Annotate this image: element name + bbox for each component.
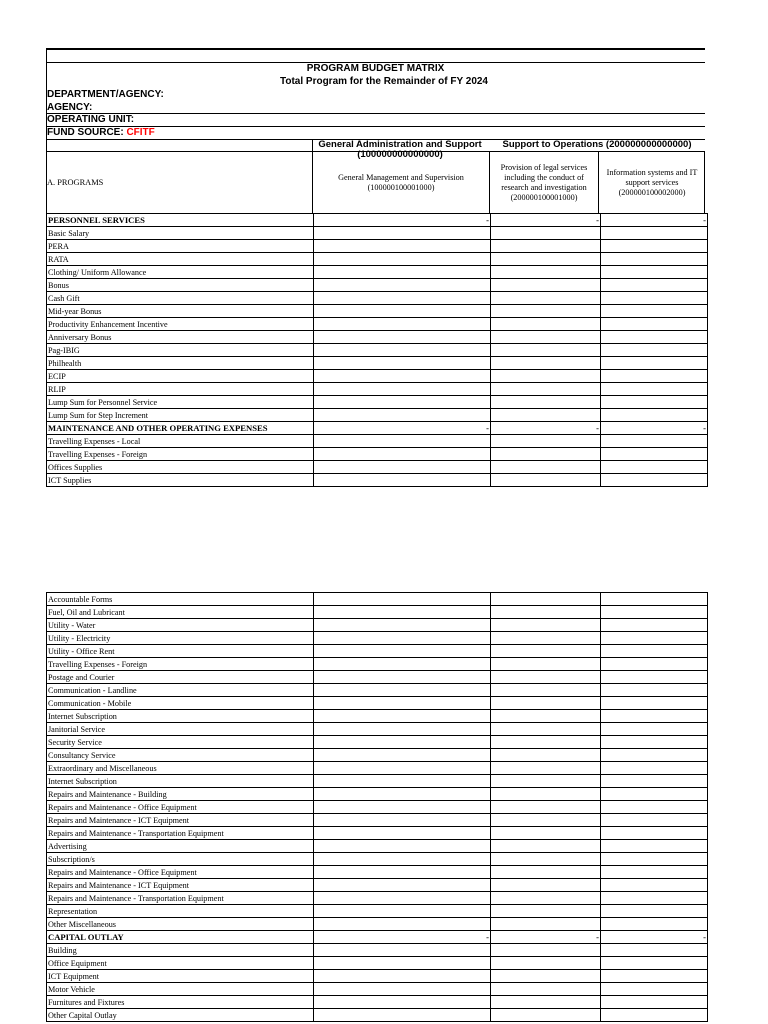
cell-information-systems (601, 710, 708, 723)
cell-legal-services (491, 461, 601, 474)
table-row (47, 957, 708, 970)
cell-information-systems (601, 318, 708, 331)
cell-legal-services (491, 892, 601, 905)
cell-information-systems (601, 827, 708, 840)
table-row (47, 619, 708, 632)
cell-information-systems (601, 632, 708, 645)
table-row (47, 983, 708, 996)
cell-information-systems (601, 474, 708, 487)
cell-general-management: - (314, 214, 491, 227)
cell-legal-services (491, 240, 601, 253)
cell-information-systems (601, 957, 708, 970)
col-legal-services: Provision of legal services including the conduct of research and investigation (200000100001000) (500, 163, 588, 202)
cell-general-management (314, 697, 491, 710)
cell-information-systems (601, 970, 708, 983)
table-row (47, 632, 708, 645)
cell-legal-services (491, 710, 601, 723)
table-row (47, 697, 708, 710)
cell-information-systems (601, 801, 708, 814)
cell-legal-services (491, 632, 601, 645)
table-row (47, 892, 708, 905)
table-row (47, 723, 708, 736)
cell-general-management (314, 905, 491, 918)
cell-general-management (314, 827, 491, 840)
table-row (47, 593, 708, 606)
budget-table-part1 (46, 213, 708, 487)
row-label: Repairs and Maintenance - ICT Equipment (47, 814, 314, 827)
cell-general-management (314, 409, 491, 422)
row-label: Cash Gift (47, 292, 314, 305)
row-label: Security Service (47, 736, 314, 749)
row-label: Motor Vehicle (47, 983, 314, 996)
cell-legal-services (491, 448, 601, 461)
cell-general-management (314, 749, 491, 762)
table-row (47, 266, 708, 279)
cell-legal-services (491, 606, 601, 619)
cell-general-management: - (314, 422, 491, 435)
cell-legal-services (491, 788, 601, 801)
table-row (47, 762, 708, 775)
row-label: Representation (47, 905, 314, 918)
cell-legal-services (491, 814, 601, 827)
cell-general-management (314, 253, 491, 266)
row-label: Repairs and Maintenance - Building (47, 788, 314, 801)
cell-general-management (314, 227, 491, 240)
cell-information-systems (601, 266, 708, 279)
cell-legal-services (491, 318, 601, 331)
cell-legal-services (491, 357, 601, 370)
cell-information-systems (601, 788, 708, 801)
cell-information-systems (601, 905, 708, 918)
cell-legal-services (491, 658, 601, 671)
page-subtitle: Total Program for the Remainder of FY 2024 (279, 76, 488, 87)
cell-general-management (314, 292, 491, 305)
cell-legal-services (491, 723, 601, 736)
cell-general-management (314, 279, 491, 292)
row-label: Travelling Expenses - Foreign (47, 658, 314, 671)
row-label: Utility - Electricity (47, 632, 314, 645)
table-row (47, 788, 708, 801)
table-row (47, 645, 708, 658)
table-row (47, 344, 708, 357)
cell-general-management (314, 736, 491, 749)
cell-general-management: - (314, 931, 491, 944)
row-label: PERSONNEL SERVICES (47, 214, 314, 227)
row-label: Repairs and Maintenance - ICT Equipment (47, 879, 314, 892)
row-label: Consultancy Service (47, 749, 314, 762)
cell-information-systems: - (601, 931, 708, 944)
cell-general-management (314, 632, 491, 645)
row-label: RATA (47, 253, 314, 266)
cell-legal-services (491, 684, 601, 697)
row-label: MAINTENANCE AND OTHER OPERATING EXPENSES (47, 422, 314, 435)
cell-information-systems (601, 240, 708, 253)
cell-information-systems (601, 1009, 708, 1022)
cell-information-systems (601, 409, 708, 422)
section-row (47, 214, 708, 227)
cell-general-management (314, 396, 491, 409)
cell-information-systems (601, 253, 708, 266)
row-label: Travelling Expenses - Local (47, 435, 314, 448)
row-label: Subscription/s (47, 853, 314, 866)
row-label: Repairs and Maintenance - Transportation Equipment (47, 827, 314, 840)
cell-information-systems (601, 593, 708, 606)
cell-information-systems (601, 461, 708, 474)
cell-legal-services (491, 279, 601, 292)
row-label: Building (47, 944, 314, 957)
row-label: Philhealth (47, 357, 314, 370)
cell-general-management (314, 762, 491, 775)
group-general-administration: General Administration and Support (100000000000000) (318, 139, 482, 160)
cell-information-systems (601, 619, 708, 632)
table-row (47, 409, 708, 422)
cell-legal-services (491, 331, 601, 344)
row-label: Lump Sum for Personnel Service (47, 396, 314, 409)
row-label: Other Miscellaneous (47, 918, 314, 931)
cell-information-systems (601, 866, 708, 879)
table-row (47, 383, 708, 396)
col-information-systems: Information systems and IT support services (200000100002000) (606, 168, 698, 197)
cell-general-management (314, 983, 491, 996)
cell-information-systems (601, 331, 708, 344)
table-row (47, 461, 708, 474)
row-label: Communication - Mobile (47, 697, 314, 710)
table-row (47, 996, 708, 1009)
row-label: Fuel, Oil and Lubricant (47, 606, 314, 619)
table-row (47, 879, 708, 892)
row-label: Internet Subscription (47, 710, 314, 723)
row-label: Internet Subscription (47, 775, 314, 788)
table-row (47, 801, 708, 814)
row-label: Utility - Water (47, 619, 314, 632)
agency-label: AGENCY: (47, 102, 93, 113)
table-row (47, 474, 708, 487)
cell-general-management (314, 474, 491, 487)
cell-legal-services (491, 645, 601, 658)
row-label: Basic Salary (47, 227, 314, 240)
cell-general-management (314, 448, 491, 461)
cell-general-management (314, 658, 491, 671)
cell-general-management (314, 853, 491, 866)
col-general-management: General Management and Supervision (100000100001000) (338, 173, 464, 192)
cell-general-management (314, 606, 491, 619)
cell-general-management (314, 370, 491, 383)
cell-information-systems (601, 344, 708, 357)
cell-general-management (314, 1009, 491, 1022)
cell-legal-services (491, 619, 601, 632)
cell-legal-services (491, 474, 601, 487)
cell-information-systems (601, 853, 708, 866)
table-row (47, 253, 708, 266)
department-label: DEPARTMENT/AGENCY: (47, 89, 164, 100)
row-label: RLIP (47, 383, 314, 396)
cell-legal-services (491, 305, 601, 318)
cell-information-systems (601, 684, 708, 697)
cell-information-systems (601, 279, 708, 292)
cell-general-management (314, 970, 491, 983)
row-label: Offices Supplies (47, 461, 314, 474)
row-label: Furnitures and Fixtures (47, 996, 314, 1009)
cell-legal-services (491, 253, 601, 266)
row-label: Bonus (47, 279, 314, 292)
table-row (47, 606, 708, 619)
cell-general-management (314, 619, 491, 632)
cell-information-systems: - (601, 422, 708, 435)
row-label: Janitorial Service (47, 723, 314, 736)
table-row (47, 435, 708, 448)
table-row (47, 944, 708, 957)
cell-general-management (314, 593, 491, 606)
cell-legal-services (491, 983, 601, 996)
cell-general-management (314, 814, 491, 827)
cell-general-management (314, 866, 491, 879)
row-label: ICT Supplies (47, 474, 314, 487)
cell-legal-services (491, 879, 601, 892)
table-row (47, 292, 708, 305)
table-row (47, 918, 708, 931)
cell-general-management (314, 840, 491, 853)
cell-general-management (314, 383, 491, 396)
cell-general-management (314, 684, 491, 697)
table-row (47, 853, 708, 866)
row-label: Extraordinary and Miscellaneous (47, 762, 314, 775)
cell-information-systems (601, 227, 708, 240)
row-label: Advertising (47, 840, 314, 853)
cell-legal-services (491, 866, 601, 879)
cell-information-systems (601, 357, 708, 370)
row-label: Clothing/ Uniform Allowance (47, 266, 314, 279)
table-row (47, 357, 708, 370)
cell-information-systems (601, 396, 708, 409)
cell-general-management (314, 801, 491, 814)
row-label: Other Capital Outlay (47, 1009, 314, 1022)
table-row (47, 305, 708, 318)
table-row (47, 775, 708, 788)
cell-legal-services (491, 383, 601, 396)
cell-legal-services (491, 918, 601, 931)
cell-information-systems (601, 918, 708, 931)
cell-general-management (314, 775, 491, 788)
cell-general-management (314, 996, 491, 1009)
cell-legal-services (491, 996, 601, 1009)
row-label: Repairs and Maintenance - Transportation Equipment (47, 892, 314, 905)
cell-information-systems (601, 658, 708, 671)
row-label: Pag-IBIG (47, 344, 314, 357)
cell-general-management (314, 710, 491, 723)
table-row (47, 370, 708, 383)
cell-general-management (314, 305, 491, 318)
cell-legal-services (491, 435, 601, 448)
budget-table-part2 (46, 592, 708, 1022)
cell-legal-services: - (491, 422, 601, 435)
cell-information-systems: - (601, 214, 708, 227)
cell-general-management (314, 892, 491, 905)
row-label: Mid-year Bonus (47, 305, 314, 318)
cell-legal-services: - (491, 214, 601, 227)
table-row (47, 279, 708, 292)
table-row (47, 827, 708, 840)
row-label: Productivity Enhancement Incentive (47, 318, 314, 331)
cell-legal-services (491, 266, 601, 279)
cell-general-management (314, 788, 491, 801)
cell-legal-services (491, 957, 601, 970)
table-row (47, 814, 708, 827)
cell-legal-services (491, 396, 601, 409)
row-label: Communication - Landline (47, 684, 314, 697)
cell-general-management (314, 357, 491, 370)
table-row (47, 736, 708, 749)
table-row (47, 970, 708, 983)
section-row (47, 422, 708, 435)
row-label: Office Equipment (47, 957, 314, 970)
row-label: Anniversary Bonus (47, 331, 314, 344)
cell-information-systems (601, 606, 708, 619)
operating-unit-label: OPERATING UNIT: (47, 114, 135, 125)
cell-legal-services (491, 697, 601, 710)
cell-information-systems (601, 762, 708, 775)
cell-legal-services (491, 840, 601, 853)
cell-information-systems (601, 645, 708, 658)
cell-information-systems (601, 879, 708, 892)
cell-general-management (314, 671, 491, 684)
cell-legal-services (491, 970, 601, 983)
cell-general-management (314, 331, 491, 344)
cell-information-systems (601, 697, 708, 710)
cell-information-systems (601, 370, 708, 383)
table-row (47, 671, 708, 684)
cell-general-management (314, 318, 491, 331)
cell-information-systems (601, 944, 708, 957)
cell-legal-services (491, 593, 601, 606)
cell-legal-services (491, 292, 601, 305)
cell-information-systems (601, 736, 708, 749)
cell-information-systems (601, 671, 708, 684)
row-label: Accountable Forms (47, 593, 314, 606)
cell-general-management (314, 879, 491, 892)
table-row (47, 240, 708, 253)
cell-information-systems (601, 435, 708, 448)
cell-legal-services (491, 409, 601, 422)
row-label: Travelling Expenses - Foreign (47, 448, 314, 461)
row-label: Postage and Courier (47, 671, 314, 684)
cell-general-management (314, 957, 491, 970)
cell-legal-services (491, 370, 601, 383)
row-label: Repairs and Maintenance - Office Equipment (47, 866, 314, 879)
table-row (47, 396, 708, 409)
cell-legal-services (491, 736, 601, 749)
cell-legal-services (491, 775, 601, 788)
cell-information-systems (601, 814, 708, 827)
row-label: PERA (47, 240, 314, 253)
cell-legal-services (491, 344, 601, 357)
cell-legal-services (491, 853, 601, 866)
cell-general-management (314, 645, 491, 658)
cell-information-systems (601, 723, 708, 736)
cell-legal-services (491, 227, 601, 240)
table-row (47, 710, 708, 723)
row-label: ECIP (47, 370, 314, 383)
cell-general-management (314, 461, 491, 474)
table-row (47, 866, 708, 879)
section-row (47, 931, 708, 944)
row-label: Lump Sum for Step Increment (47, 409, 314, 422)
group-support-operations: Support to Operations (200000000000000) (502, 139, 692, 150)
cell-information-systems (601, 305, 708, 318)
table-row (47, 749, 708, 762)
cell-legal-services (491, 762, 601, 775)
cell-information-systems (601, 448, 708, 461)
table-row (47, 905, 708, 918)
fund-source-value: CFITF (126, 127, 155, 138)
cell-information-systems (601, 840, 708, 853)
row-label: CAPITAL OUTLAY (47, 931, 314, 944)
cell-legal-services (491, 671, 601, 684)
cell-legal-services (491, 944, 601, 957)
cell-information-systems (601, 892, 708, 905)
table-row (47, 448, 708, 461)
cell-general-management (314, 435, 491, 448)
fund-source-label-text: FUND SOURCE: (47, 127, 124, 138)
cell-information-systems (601, 292, 708, 305)
cell-legal-services (491, 827, 601, 840)
row-label: ICT Equipment (47, 970, 314, 983)
cell-legal-services (491, 801, 601, 814)
cell-legal-services (491, 905, 601, 918)
fund-source-label (47, 127, 155, 138)
cell-information-systems (601, 383, 708, 396)
cell-general-management (314, 266, 491, 279)
table-row (47, 318, 708, 331)
cell-legal-services: - (491, 931, 601, 944)
table-row (47, 840, 708, 853)
page-title: PROGRAM BUDGET MATRIX (306, 63, 445, 74)
cell-general-management (314, 723, 491, 736)
table-row (47, 331, 708, 344)
table-row (47, 1009, 708, 1022)
table-row (47, 658, 708, 671)
cell-general-management (314, 918, 491, 931)
cell-general-management (314, 344, 491, 357)
cell-information-systems (601, 983, 708, 996)
cell-legal-services (491, 1009, 601, 1022)
row-label: Utility - Office Rent (47, 645, 314, 658)
cell-general-management (314, 240, 491, 253)
cell-legal-services (491, 749, 601, 762)
cell-information-systems (601, 996, 708, 1009)
row-label: Repairs and Maintenance - Office Equipment (47, 801, 314, 814)
table-row (47, 684, 708, 697)
cell-general-management (314, 944, 491, 957)
programs-label: A. PROGRAMS (47, 178, 104, 187)
table-row (47, 227, 708, 240)
cell-information-systems (601, 775, 708, 788)
cell-information-systems (601, 749, 708, 762)
